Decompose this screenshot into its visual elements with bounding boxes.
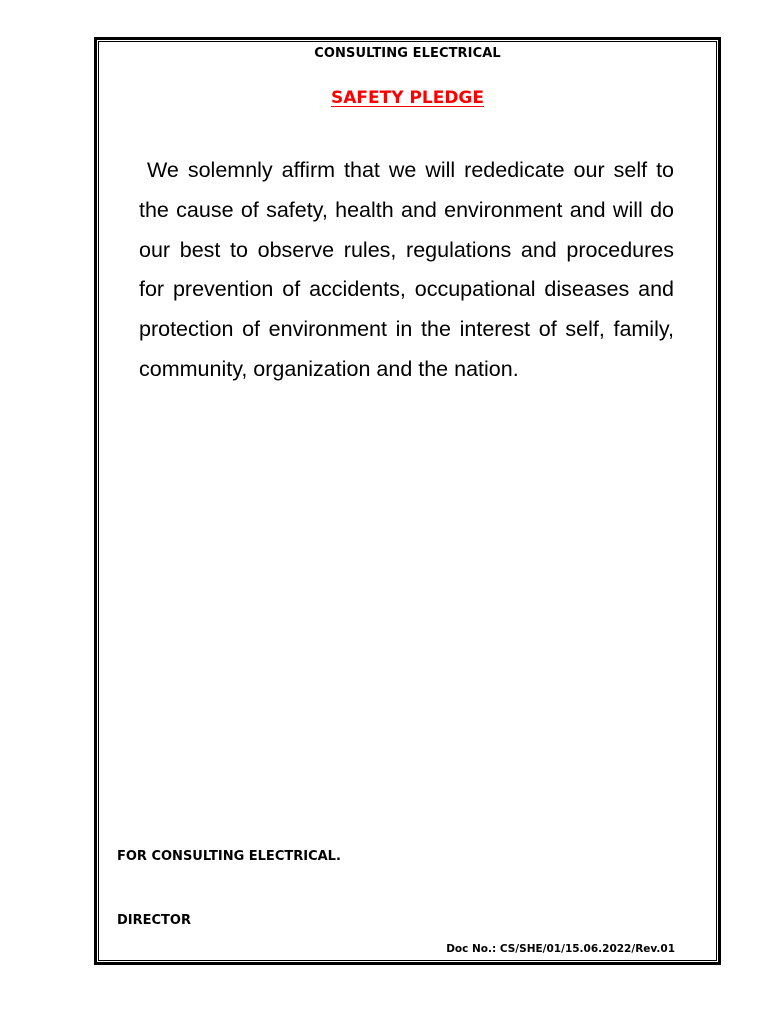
company-header: CONSULTING ELECTRICAL (314, 46, 501, 61)
pledge-body-text: We solemnly affirm that we will rededicate our self to the cause of safety, health and environment and will do our best to observe rules, regulations and procedures for prevention of accidents, occupational diseases and protection of environment in the interest of self, family, community, organization and the nation. (139, 158, 674, 381)
signature-role: DIRECTOR (117, 913, 191, 928)
doc-number: Doc No.: CS/SHE/01/15.06.2022/Rev.01 (446, 943, 675, 955)
signature-company: FOR CONSULTING ELECTRICAL. (117, 849, 341, 864)
pledge-body (139, 151, 674, 390)
pledge-title: SAFETY PLEDGE (330, 88, 485, 108)
